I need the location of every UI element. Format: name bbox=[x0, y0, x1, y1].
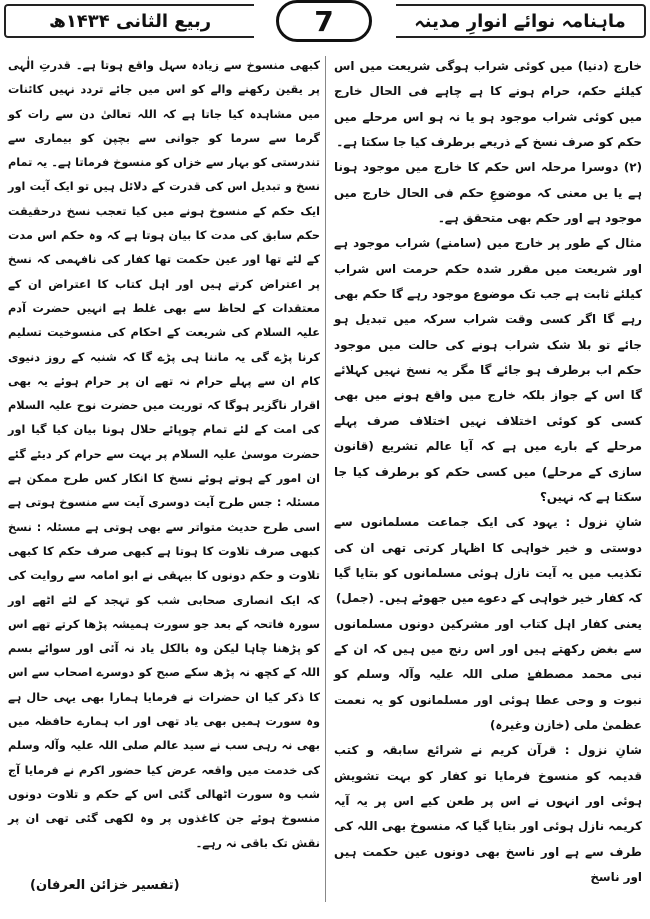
source-citation: (تفسیر خزائن العرفان) bbox=[30, 878, 180, 893]
column-divider bbox=[325, 56, 326, 902]
page-number: 7 bbox=[276, 0, 372, 42]
issue-date: ربیع الثانی ۱۴۳۴ھ bbox=[4, 4, 254, 38]
paragraph: مثال کے طور پر خارج میں (سامنے) شراب موجود ہے اور شریعت میں مقرر شدہ حکم حرمت اس شراب کیلئے ثابت ہے جب تک موضوع موجود رہے گا حکم بھی رہے گا اگر کسی وقت شراب سرکہ میں تبدیل ہو جائے تو بلا شک شراب ہونے کی حالت میں موجود حکم اب برطرف ہو جائے گا مگر یہ نسخ نہیں کہلائے گا اس کے جواز بلکہ خارج میں واقع ہونے میں بھی کسی کو کوئی اختلاف نہیں اختلاف صرف پہلے مرحلے کے بارے میں ہے کہ آیا عالم تشریع (قانون سازی کے مرحلے) میں کسی حکم کو برطرف کیا جا سکتا ہے کہ نہیں؟ bbox=[334, 236, 642, 504]
paragraph: (۲) دوسرا مرحلہ اس حکم کا خارج میں موجود ہونا ہے یا یں معنی کہ موضوعِ حکم فی الحال خارج میں موجود ہے اور حکم بھی متحقق ہے۔ bbox=[334, 160, 642, 226]
left-column bbox=[8, 54, 320, 856]
page-header bbox=[0, 0, 650, 52]
paragraph: خارج (دنیا) میں کوئی شراب ہوگی شریعت میں اس کیلئے حکم، حرام ہونے کا ہے چاہے فی الحال خارج میں کوئی شراب موجود ہو یا نہ ہو اس مرحلے میں حکم کو صرف نسخ کے ذریعے برطرف کیا جا سکتا ہے۔ bbox=[334, 59, 642, 150]
paragraph: کبھی منسوخ سے زیادہ سہل واقع ہوتا ہے۔ قدرتِ الٰہی پر یقین رکھنے والے کو اس میں جائے تردد نہیں کائنات میں مشاہدہ کیا جاتا ہے کہ اللہ تعالیٰ دن سے رات کو گرما سے سرما کو جوانی سے بچپن کو بیماری سے تندرستی کو بہار سے خزاں کو منسوخ فرماتا ہے۔ یہ تمام نسخ و تبدیل اس کی قدرت کے دلائل ہیں تو ایک آیت اور ایک حکم کے منسوخ ہونے میں کیا تعجب نسخ درحقیقت حکم سابق کی مدت کا بیان ہوتا ہے کہ وہ حکم اس مدت کے لئے تھا اور عین حکمت تھا کفار کی نافہمی کہ نسخ پر اعتراض کرتے ہیں اور اہل کتاب کا اعتراض ان کے معتقدات کے لحاظ سے بھی غلط ہے انہیں حضرت آدم علیہ السلام کی شریعت کے احکام کی منسوخیت تسلیم کرنا پڑے گی یہ ماننا ہی پڑے گا کہ شنبہ کے روز دنیوی کام ان سے پہلے حرام نہ تھے ان پر حرام ہوئے یہ بھی اقرار ناگزیر ہوگا کہ توریت میں حضرت نوح علیہ السلام کی امت کے لئے تمام چوپائے حلال ہونا بیان کیا گیا اور حضرت موسیٰ علیہ السلام پر بہت سے حرام کر دیئے گئے ان امور کے ہوتے ہوئے نسخ کا انکار کس طرح ممکن ہے مسئلہ : جس طرح آیت دوسری آیت سے منسوخ ہوتی ہے اسی طرح حدیث متواتر سے بھی ہوتی ہے مسئلہ : نسخ کبھی صرف تلاوت کا ہوتا ہے کبھی صرف حکم کا کبھی تلاوت و حکم دونوں کا بیہقی نے ابو امامہ سے روایت کی کہ ایک انصاری صحابی شب کو تہجد کے لئے اٹھے اور سورہ فاتحہ کے بعد جو سورت ہمیشہ پڑھا کرتے تھے اس کو پڑھنا چاہا لیکن وہ بالکل یاد نہ آئی اور سوائے بسم اللہ کے کچھ نہ پڑھ سکے صبح کو دوسرے اصحاب سے اس کا ذکر کیا ان حضرات نے فرمایا ہمارا بھی یہی حال ہے وہ سورت ہمیں بھی یاد تھی اور اب ہمارے حافظہ میں بھی نہ رہی سب نے سید عالم صلی اللہ علیہ وآلہ وسلم کی خدمت میں واقعہ عرض کیا حضور اکرم نے فرمایا آج شب وہ سورت اٹھالی گئی اس کے حکم و تلاوت دونوں منسوخ ہوئے جن کاغذوں پر وہ لکھی گئی تھی ان پر نقش تک باقی نہ رہے۔ bbox=[8, 59, 320, 850]
paragraph: شانِ نزول : یہود کی ایک جماعت مسلمانوں سے دوستی و خیر خواہی کا اظہار کرتی تھی ان کی تکذیب میں یہ آیت نازل ہوئی مسلمانوں کو بتایا گیا کہ کفار خیر خواہی کے دعوے میں جھوٹے ہیں۔ (جمل) bbox=[334, 515, 642, 606]
magazine-title: ماہنامہ نوائے انوارِ مدینہ bbox=[396, 4, 646, 38]
paragraph: یعنی کفار اہل کتاب اور مشرکین دونوں مسلمانوں سے بغض رکھتے ہیں اور اس رنج میں ہیں کہ ان کے نبی محمد مصطفےٰ صلی اللہ علیہ وآلہ وسلم کو نبوت و وحی عطا ہوئی اور مسلمانوں کو یہ نعمت عظمیٰ ملی (خازن وغیرہ) bbox=[334, 616, 642, 732]
paragraph: شانِ نزول : قرآن کریم نے شرائع سابقہ و کتب قدیمہ کو منسوخ فرمایا تو کفار کو بہت تشویش ہوئی اور انہوں نے اس پر طعن کیے اس پر یہ آیہ کریمہ نازل ہوئی اور بتایا گیا کہ منسوخ بھی اللہ کی طرف سے ہے اور ناسخ بھی دونوں عین حکمت ہیں اور ناسخ bbox=[334, 743, 642, 884]
right-column bbox=[334, 54, 642, 890]
